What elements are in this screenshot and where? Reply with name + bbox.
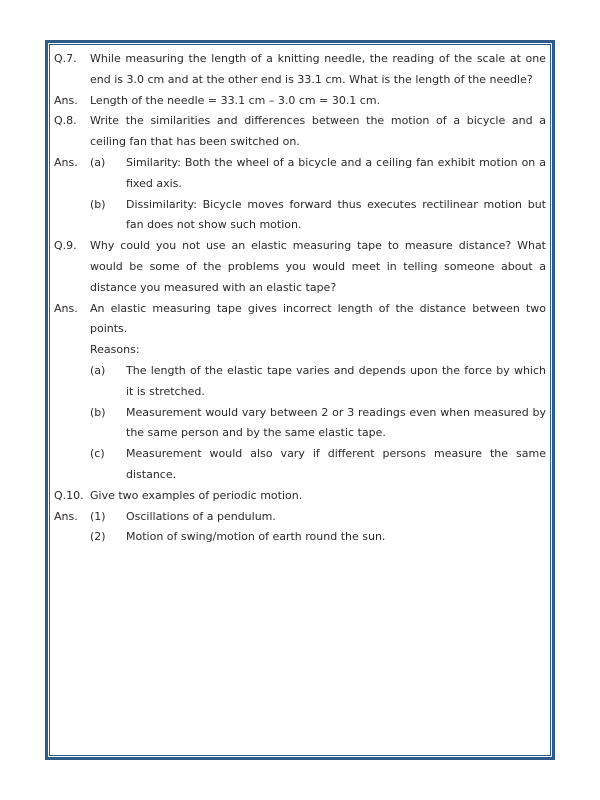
- answer-9: [54, 299, 546, 486]
- question-9: [54, 236, 546, 298]
- item-text: Measurement would vary between 2 or 3 readings even when measured by the same person and by the same elastic tape.: [126, 405, 546, 440]
- question-label: Q.7.: [54, 52, 77, 65]
- answer-label: Ans.: [54, 509, 78, 523]
- item-text: The length of the elastic tape varies and depends upon the force by which it is stretched.: [126, 363, 546, 398]
- answer-label: Ans.: [54, 155, 78, 169]
- question-10: [54, 486, 546, 507]
- question-label: Q.9.: [54, 239, 77, 253]
- question-text: Write the similarities and differences between the motion of a bicycle and a ceiling fan that has been switched on.: [90, 114, 546, 149]
- question-text: Give two examples of periodic motion.: [90, 488, 303, 502]
- item-text: Similarity: Both the wheel of a bicycle and a ceiling fan exhibit motion on a fixed axis.: [126, 155, 546, 190]
- answer-label: Ans.: [54, 93, 78, 107]
- question-label: Q.8.: [54, 114, 77, 128]
- answer-7: [54, 91, 546, 112]
- answer-text: Length of the needle = 33.1 cm – 3.0 cm = 30.1 cm.: [90, 93, 381, 107]
- item-marker: (b): [90, 405, 106, 419]
- question-8: [54, 111, 546, 153]
- answer-items: [90, 507, 546, 549]
- item-marker: (2): [90, 530, 106, 544]
- answer-10: [54, 507, 546, 549]
- question-label: Q.10.: [54, 488, 84, 502]
- answer-item: [90, 527, 546, 548]
- item-text: Oscillations of a pendulum.: [126, 509, 276, 523]
- question-text: While measuring the length of a knitting needle, the reading of the scale at one end is 3.0 cm and at the other end is 33.1 cm. What is the length of the needle?: [90, 52, 546, 86]
- answer-item: [90, 444, 546, 486]
- qa-content: [54, 49, 546, 548]
- item-marker: (b): [90, 197, 106, 211]
- answer-item: [90, 403, 546, 445]
- question-7: [54, 49, 546, 91]
- question-text: Why could you not use an elastic measuring tape to measure distance? What would be some of the problems you would meet in telling someone about a distance you measured with an elastic tape?: [90, 239, 546, 294]
- item-marker: (a): [90, 155, 106, 169]
- answer-item: [90, 507, 546, 528]
- item-marker: (a): [90, 363, 106, 377]
- answer-item: [90, 361, 546, 403]
- item-text: Measurement would also vary if different persons measure the same distance.: [126, 447, 546, 481]
- answer-item: [90, 153, 546, 195]
- item-text: Dissimilarity: Bicycle moves forward thus executes rectilinear motion but fan does not show such motion.: [126, 197, 546, 232]
- answer-body: [90, 299, 546, 486]
- item-marker: (c): [90, 447, 105, 461]
- item-marker: (1): [90, 509, 106, 523]
- answer-label: Ans.: [54, 301, 78, 315]
- answer-item: [90, 195, 546, 237]
- answer-items: [90, 153, 546, 236]
- answer-text: An elastic measuring tape gives incorrect length of the distance between two points.: [90, 301, 546, 336]
- answer-8: [54, 153, 546, 236]
- item-text: Motion of swing/motion of earth round the sun.: [126, 530, 386, 544]
- reasons-label: Reasons:: [90, 343, 140, 357]
